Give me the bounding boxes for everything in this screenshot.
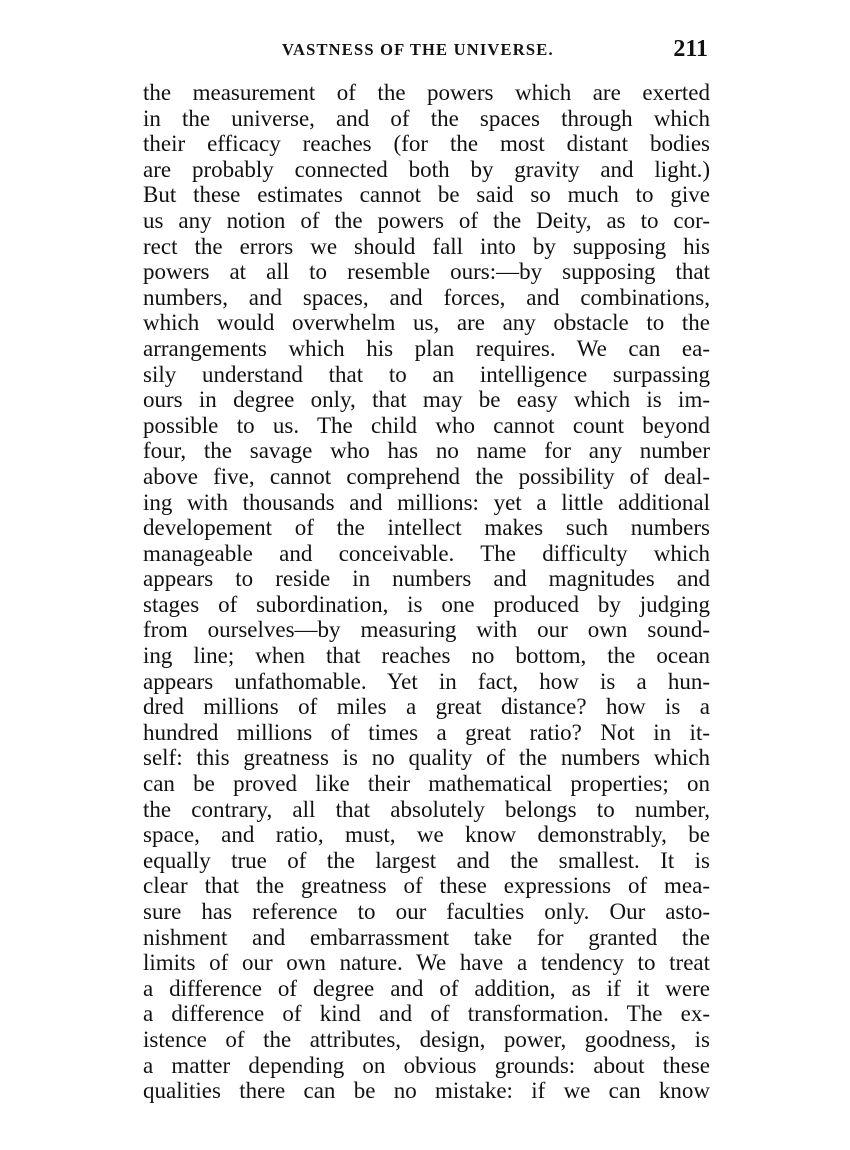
text-line: self: this greatness is no quality of the numbers which xyxy=(143,745,710,771)
text-line: space, and ratio, must, we know demonstrably, be xyxy=(143,822,710,848)
text-line: in the universe, and of the spaces through which xyxy=(143,105,710,131)
running-title: VASTNESS OF THE UNIVERSE. xyxy=(282,40,554,59)
running-head xyxy=(142,36,712,64)
text-line: ing with thousands and millions: yet a little additional xyxy=(143,489,710,515)
text-line: qualities there can be no mistake: if we can know xyxy=(143,1078,710,1104)
text-line: a difference of kind and of transformation. The ex- xyxy=(143,1001,710,1027)
text-line: can be proved like their mathematical properties; on xyxy=(143,771,710,797)
text-line: possible to us. The child who cannot count beyond xyxy=(143,412,710,438)
text-line: their efficacy reaches (for the most distant bodies xyxy=(143,131,710,157)
text-line: numbers, and spaces, and forces, and combinations, xyxy=(143,284,710,310)
text-line: But these estimates cannot be said so much to give xyxy=(143,182,710,208)
text-line: clear that the greatness of these expressions of mea- xyxy=(143,873,710,899)
page-number: 211 xyxy=(673,36,708,62)
text-line: sure has reference to our faculties only. Our asto- xyxy=(143,899,710,924)
text-line: nishment and embarrassment take for granted the xyxy=(143,924,710,950)
text-line: the contrary, all that absolutely belongs to number, xyxy=(143,796,710,822)
text-line: rect the errors we should fall into by supposing his xyxy=(143,233,710,259)
text-line: are probably connected both by gravity and light.) xyxy=(143,156,710,182)
text-line: developement of the intellect makes such numbers xyxy=(143,515,710,541)
text-line: us any notion of the powers of the Deity, as to cor- xyxy=(143,207,710,233)
text-line: stages of subordination, is one produced by judging xyxy=(143,591,710,617)
text-line: a matter depending on obvious grounds: about these xyxy=(143,1052,710,1078)
text-line: four, the savage who has no name for any number xyxy=(143,438,710,464)
text-line: hundred millions of times a great ratio? Not in it- xyxy=(143,719,710,745)
text-line: ing line; when that reaches no bottom, the ocean xyxy=(143,643,710,669)
text-line: sily understand that to an intelligence surpassing xyxy=(143,361,710,387)
text-line: appears to reside in numbers and magnitudes and xyxy=(143,566,710,592)
text-line: limits of our own nature. We have a tendency to treat xyxy=(143,950,710,976)
text-line: from ourselves—by measuring with our own sound- xyxy=(143,617,710,643)
text-line: dred millions of miles a great distance? how is a xyxy=(143,694,710,720)
text-line: which would overwhelm us, are any obstacle to the xyxy=(143,310,710,336)
text-line: ours in degree only, that may be easy which is im- xyxy=(143,387,710,413)
text-line: arrangements which his plan requires. We can ea- xyxy=(143,335,710,361)
text-line: the measurement of the powers which are exerted xyxy=(143,80,710,105)
text-line: equally true of the largest and the smallest. It is xyxy=(143,847,710,873)
text-line: appears unfathomable. Yet in fact, how is a hun- xyxy=(143,668,710,694)
text-line: manageable and conceivable. The difficulty which xyxy=(143,540,710,566)
text-line: powers at all to resemble ours:—by supposing that xyxy=(143,259,710,285)
body-text xyxy=(143,80,710,1104)
text-line: a difference of degree and of addition, as if it were xyxy=(143,975,710,1001)
text-line: above five, cannot comprehend the possibility of deal- xyxy=(143,463,710,489)
text-line: istence of the attributes, design, power, goodness, is xyxy=(143,1026,710,1052)
